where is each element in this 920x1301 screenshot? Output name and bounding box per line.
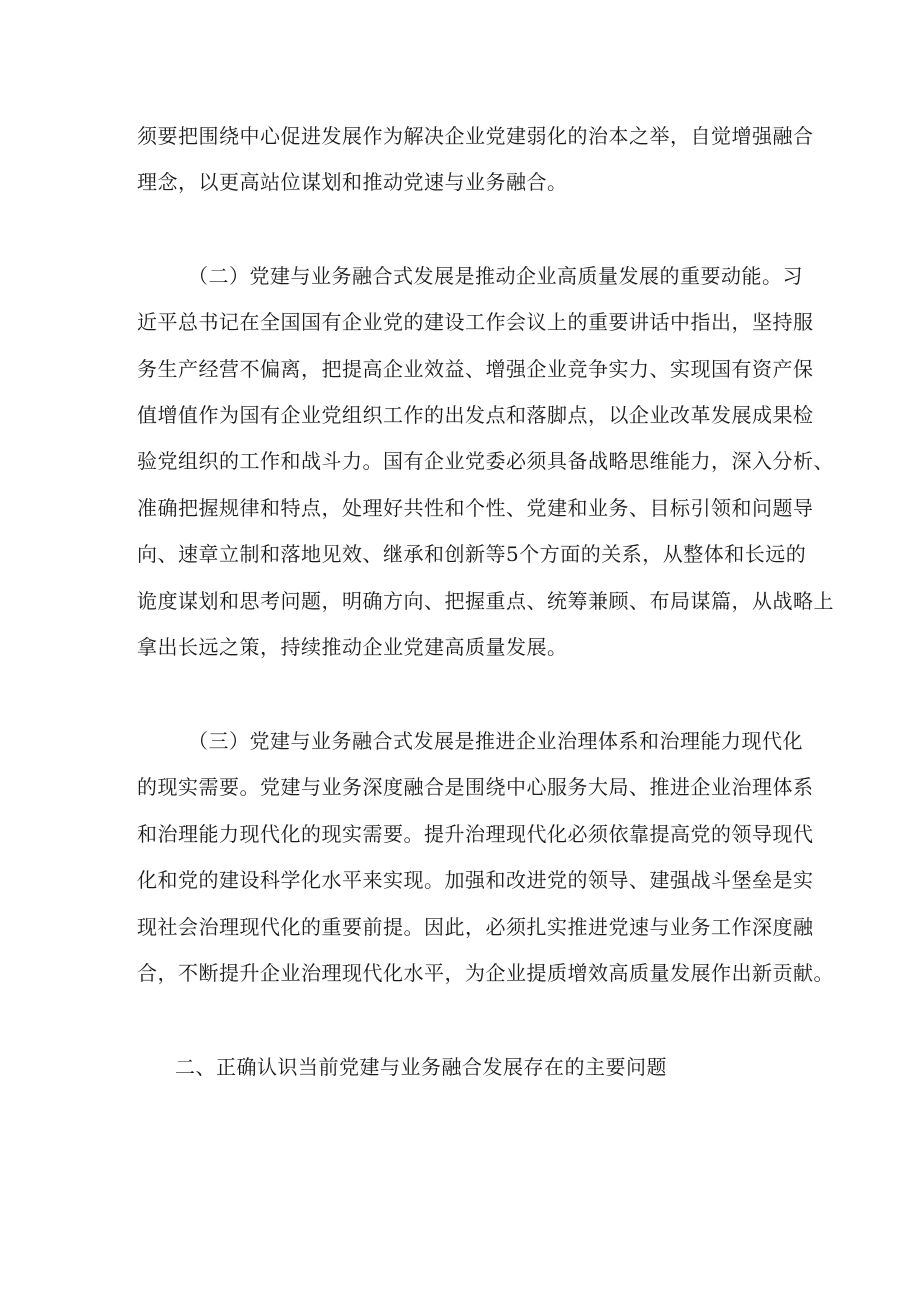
paragraph3-line-4: 化和党的建设科学化水平来实现。加强和改进党的领导、建强战斗堡垒是实 [137,868,814,892]
section-heading-2: 二、正确认识当前党建与业务融合发展存在的主要问题 [175,1055,667,1079]
paragraph3-line-3: 和治理能力现代化的现实需要。提升治理现代化必须依靠提高党的领导现代 [137,822,814,846]
paragraph2-line-1: （二）党建与业务融合式发展是推动企业高质量发展的重要动能。习 [188,264,803,288]
paragraph2-line-6: 准确把握规律和特点，处理好共性和个性、党建和业务、目标引领和问题导 [137,496,814,520]
paragraph2-line-7: 向、速章立制和落地见效、继承和创新等5个方面的关系，从整体和长远的 [137,542,807,566]
paragraph3-line-2: 的现实需要。党建与业务深度融合是围绕中心服务大局、推进企业治理体系 [137,775,814,799]
paragraph2-line-2: 近平总书记在全国国有企业党的建设工作会议上的重要讲话中指出，坚持服 [137,310,814,334]
paragraph2-line-5: 验党组织的工作和战斗力。国有企业党委必须具备战略思维能力，深入分析、 [137,449,834,473]
paragraph2-line-4: 值增值作为国有企业党组织工作的出发点和落脚点，以企业改革发展成果检 [137,403,814,427]
paragraph2-line-9: 拿出长远之策，持续推动企业党建高质量发展。 [137,635,568,659]
paragraph2-line-8: 诡度谋划和思考问题，明确方向、把握重点、统筹兼顾、布局谋篇，从战略上 [137,589,834,613]
paragraph3-line-1: （三）党建与业务融合式发展是推进企业治理体系和治理能力现代化 [188,729,803,753]
paragraph3-line-5: 现社会治理现代化的重要前提。因此，必须扎实推进党速与业务工作深度融 [137,915,814,939]
paragraph1-line-2: 理念，以更高站位谋划和推动党速与业务融合。 [137,170,568,194]
paragraph1-line-1: 须要把围绕中心促进发展作为解决企业党建弱化的治本之举，自觉增强融合 [137,124,814,148]
paragraph3-line-6: 合，不断提升企业治理现代化水平，为企业提质增效高质量发展作出新贡献。 [137,961,834,985]
paragraph2-line-3: 务生产经营不偏离，把提高企业效益、增强企业竞争实力、实现国有资产保 [137,357,814,381]
